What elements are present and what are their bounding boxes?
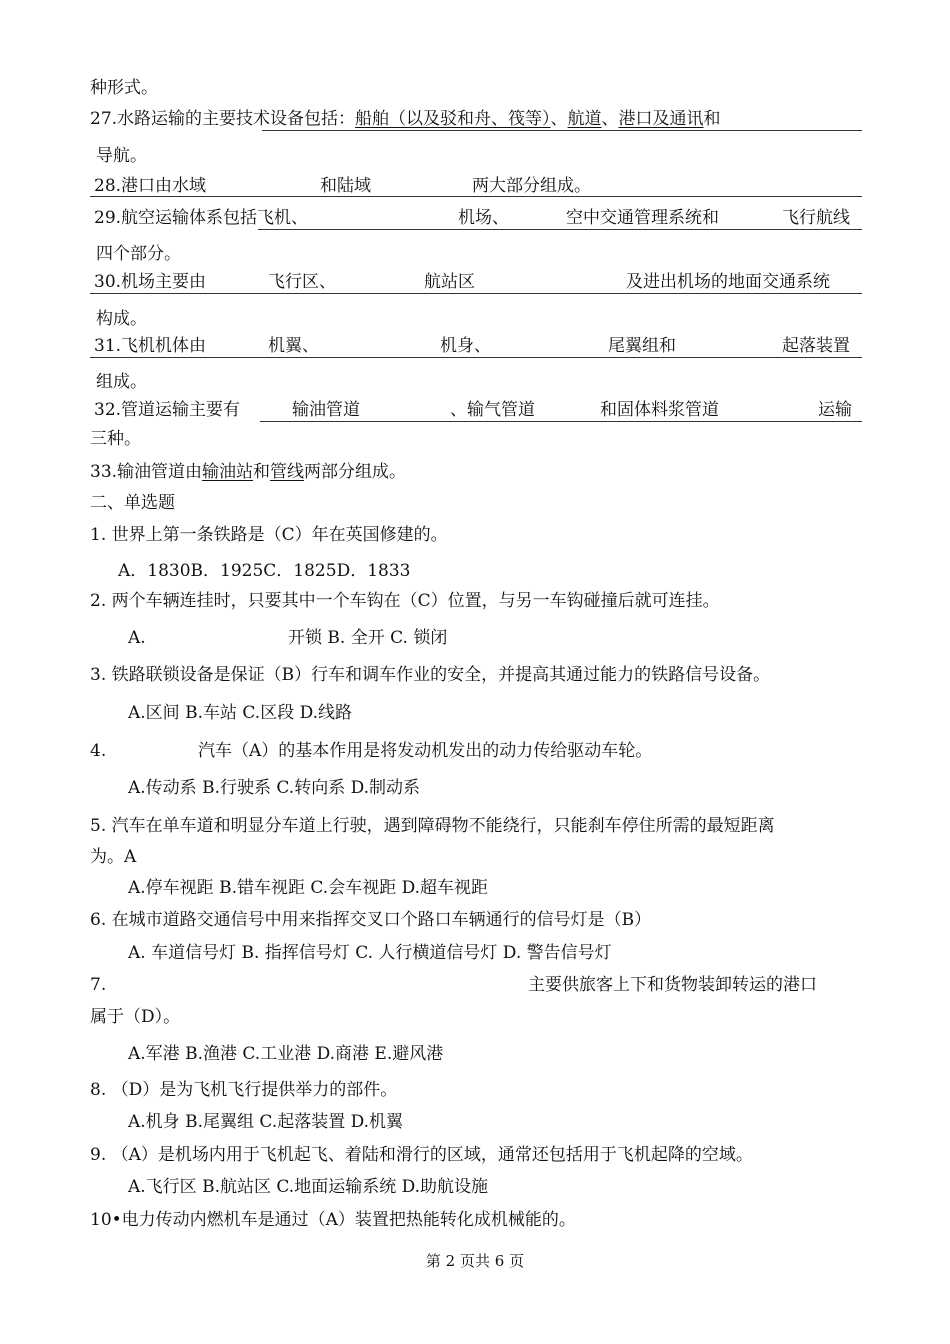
options: A.军港 B.渔港 C.工业港 D.商港 E.避风港 [128, 1044, 444, 1064]
answer-underline [260, 421, 862, 422]
text-line: 三种。 [90, 429, 141, 449]
question-text: 、 [601, 109, 619, 129]
answer: 机场、 [458, 208, 509, 228]
question-7-number: 7. [90, 975, 107, 995]
question-text: 和 [253, 462, 271, 482]
text-line: 构成。 [96, 309, 147, 329]
question-6: 6. 在城市道路交通信号中用来指挥交叉口个路口车辆通行的信号灯是（B） [90, 910, 652, 930]
question-9: 9. （A）是机场内用于飞机起飞、着陆和滑行的区域，通常还包括用于飞机起降的空域。 [90, 1145, 753, 1165]
options: A.飞行区 B.航站区 C.地面运输系统 D.助航设施 [128, 1177, 489, 1197]
question-text: 27.水路运输的主要技术设备包括： [90, 109, 356, 129]
options: A. [128, 628, 146, 648]
answer: 尾翼组和 [608, 336, 676, 356]
answer: 输油站 [202, 462, 254, 482]
answer-underline [90, 357, 862, 358]
text-line: 属于（D）。 [90, 1007, 181, 1027]
answer: 和固体料浆管道 [600, 400, 719, 420]
answer: 飞行区、 [268, 272, 336, 292]
answer: 起落装置 [782, 336, 850, 356]
answer: 机翼、 [268, 336, 319, 356]
text-line: 组成。 [96, 372, 147, 392]
question-text: 两部分组成。 [304, 462, 407, 482]
answer-underline [90, 293, 862, 294]
question-8: 8. （D）是为飞机飞行提供举力的部件。 [90, 1080, 398, 1100]
question-text: 和 [703, 109, 721, 129]
text-line: 导航。 [96, 146, 147, 166]
answer: 管线 [270, 462, 305, 482]
answer-underline [90, 196, 862, 197]
answer: 运输 [818, 400, 852, 420]
question-3: 3. 铁路联锁设备是保证（B）行车和调车作业的安全，并提高其通过能力的铁路信号设备。 [90, 665, 771, 685]
text-line: 四个部分。 [96, 244, 181, 264]
answer: 港口及通讯 [618, 109, 704, 129]
question-30: 30.机场主要由 [94, 272, 207, 292]
options: A.区间 B.车站 C.区段 D.线路 [128, 703, 353, 723]
question-33 [90, 461, 406, 483]
answer: 两大部分组成。 [472, 176, 591, 196]
question-29: 29.航空运输体系包括飞机、 [94, 208, 309, 228]
question-28: 28.港口由水域 [94, 176, 207, 196]
question-2: 2. 两个车辆连挂时，只要其中一个车钩在（C）位置，与另一车钩碰撞后就可连挂。 [90, 591, 720, 611]
answer: 输油管道 [292, 400, 360, 420]
section-title: 二、单选题 [90, 493, 175, 513]
question-4: 汽车（A）的基本作用是将发动机发出的动力传给驱动车轮。 [198, 741, 653, 761]
question-text: 、 [550, 109, 568, 129]
question-31: 31.飞机机体由 [94, 336, 207, 356]
answer-underline [262, 130, 862, 131]
answer: 、输气管道 [450, 400, 535, 420]
options: A. 车道信号灯 B. 指挥信号灯 C. 人行横道信号灯 D. 警告信号灯 [128, 943, 612, 963]
options: 开锁 B. 全开 C. 锁闭 [288, 628, 448, 648]
question-1: 1. 世界上第一条铁路是（C）年在英国修建的。 [90, 525, 448, 545]
text-line: 为。A [90, 847, 137, 867]
question-4-number: 4. [90, 741, 107, 761]
answer: 航站区 [424, 272, 475, 292]
question-7: 主要供旅客上下和货物装卸转运的港口 [528, 975, 817, 995]
answer: 机身、 [440, 336, 491, 356]
options: A.传动系 B.行驶系 C.转向系 D.制动系 [128, 778, 421, 798]
page-footer: 第 2 页共 6 页 [425, 1252, 525, 1270]
answer: 飞行航线 [782, 208, 850, 228]
answer: 和陆域 [320, 176, 371, 196]
answer-underline [258, 229, 862, 230]
options: A.机身 B.尾翼组 C.起落装置 D.机翼 [128, 1112, 404, 1132]
question-text: 33.输油管道由 [90, 462, 203, 482]
text-line: 种形式。 [90, 78, 158, 98]
options: A.停车视距 B.错车视距 C.会车视距 D.超车视距 [128, 878, 489, 898]
answer: 及进出机场的地面交通系统 [626, 272, 830, 292]
question-27 [90, 108, 721, 130]
answer: 空中交通管理系统和 [566, 208, 719, 228]
question-10: 10•电力传动内燃机车是通过（A）装置把热能转化成机械能的。 [90, 1210, 576, 1230]
answer: 船舶（以及驳和舟、筏等） [355, 109, 551, 129]
question-32: 32.管道运输主要有 [94, 400, 241, 420]
options: A．1830B．1925C．1825D．1833 [118, 561, 411, 581]
question-5: 5. 汽车在单车道和明显分车道上行驶，遇到障碍物不能绕行，只能刹车停住所需的最短距离 [90, 816, 775, 836]
answer: 航道 [567, 109, 602, 129]
